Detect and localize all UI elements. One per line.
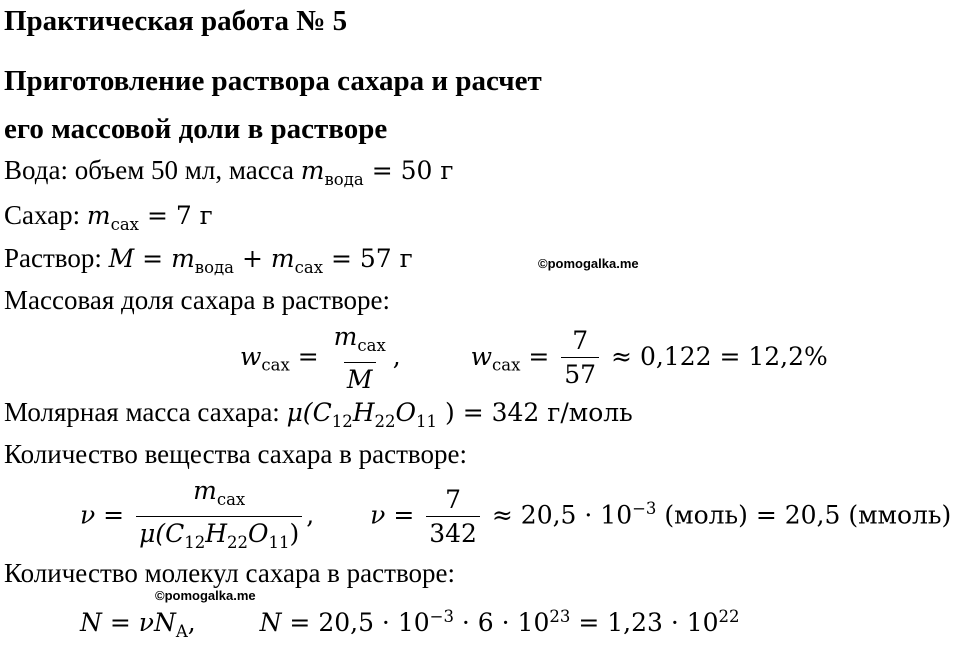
equals-sign: = [528,341,550,371]
water-mass-sub: вода [324,169,364,189]
sugar-mass-value: = 7 г [146,201,213,230]
sugar-mass-sub: сах [110,214,139,234]
fraction-var: w [470,341,493,371]
fraction-numeric [426,485,480,549]
exponent: −3 [429,607,454,626]
plus-sign: + [241,244,263,273]
amount-exponent: −3 [632,499,657,519]
numerator-sub: сах [216,489,246,509]
mass-fraction-label: Массовая доля сахара в растворе: [4,285,391,315]
denominator: 342 [426,516,480,549]
mu-symbol: μ( [139,518,166,548]
molar-mass-value: = 342 г/моль [462,398,633,427]
watermark: ©pomogalka.me [155,588,256,603]
molecules-formula [80,602,740,647]
solution-label: Раствор: [4,243,102,273]
sugar-mass-var: m [270,244,295,273]
sugar-label: Сахар: [4,200,81,230]
numerator: 7 [445,484,462,514]
n-symbol: N [259,608,282,638]
oxygen-sub: 11 [268,532,290,552]
fraction-numeric [561,326,599,390]
water-mass-sub: вода [194,257,235,277]
fraction-var: w [240,341,262,371]
numerator-var: m [193,476,217,505]
fraction-result: ≈ 0,122 = 12,2% [611,341,828,371]
carbon: C [165,518,185,548]
water-mass-var: m [300,156,325,185]
oxygen: O [395,398,417,427]
denominator: M [344,362,376,395]
hydrogen: H [352,398,375,427]
exponent: 22 [718,607,740,626]
numerator-sub: сах [357,335,386,355]
solution-mass-value: = 57 г [330,244,413,273]
n-symbol: N [80,608,102,638]
solution-line [4,242,413,283]
close-paren: ) [289,518,300,548]
molar-mass-line [4,396,633,437]
amount-formula [80,476,951,558]
numerator: 7 [572,326,589,356]
amount-label: Количество вещества сахара в растворе: [4,439,467,469]
oxygen-sub: 11 [416,411,438,431]
close-paren: ) [437,398,455,427]
molecules-calc: = 20,5 · 10 [289,608,430,638]
sugar-mass-sub: сах [294,257,323,277]
amount-result: ≈ 20,5 · 10 [491,500,633,530]
fraction-sub: сах [492,355,521,375]
oxygen: O [248,518,269,548]
comma: , [306,500,315,530]
equals-sign: = [109,608,131,638]
avogadro-sub: A [175,621,188,641]
water-mass-var: m [171,244,195,273]
equals-sign: = [393,500,415,530]
hydrogen: H [205,518,228,548]
comma: , [392,341,401,371]
numerator-var: m [333,322,358,351]
heading-line-1: Приготовление раствора сахара и расчет [4,65,542,97]
comma: , [187,608,196,638]
equals-sign: = [142,244,164,273]
denominator: 57 [561,357,599,390]
nu-symbol: ν [80,500,96,530]
fraction-sub: сах [261,355,290,375]
solution-mass-var: M [108,244,135,273]
avogadro-symbol: N [153,608,176,638]
nu-symbol: ν [138,608,154,638]
fraction [136,476,302,558]
water-mass-value: = 50 г [371,156,454,185]
molar-mass-label: Молярная масса сахара: [4,397,280,427]
carbon-sub: 12 [184,532,206,552]
page-title: Практическая работа № 5 [4,5,348,37]
mass-fraction-formula [240,322,828,395]
amount-result-units: (моль) = 20,5 (ммоль) [656,500,952,530]
carbon-sub: 12 [331,411,353,431]
water-line [4,154,453,195]
exponent: 23 [549,607,571,626]
mu-symbol: μ( [286,398,313,427]
sugar-line [4,199,213,240]
molecules-calc-mid: · 6 · 10 [453,608,550,638]
molecules-result: = 1,23 · 10 [570,608,719,638]
watermark: ©pomogalka.me [538,256,639,271]
nu-symbol: ν [370,500,386,530]
carbon: C [312,398,332,427]
equals-sign: = [103,500,125,530]
heading-line-2: его массовой доли в растворе [4,113,388,145]
fraction [331,322,389,395]
hydrogen-sub: 22 [227,532,249,552]
equals-sign: = [297,341,319,371]
sugar-mass-var: m [86,201,111,230]
water-label: Вода: объем 50 мл, масса [4,155,295,185]
hydrogen-sub: 22 [374,411,396,431]
molecules-label: Количество молекул сахара в растворе: [4,558,455,588]
